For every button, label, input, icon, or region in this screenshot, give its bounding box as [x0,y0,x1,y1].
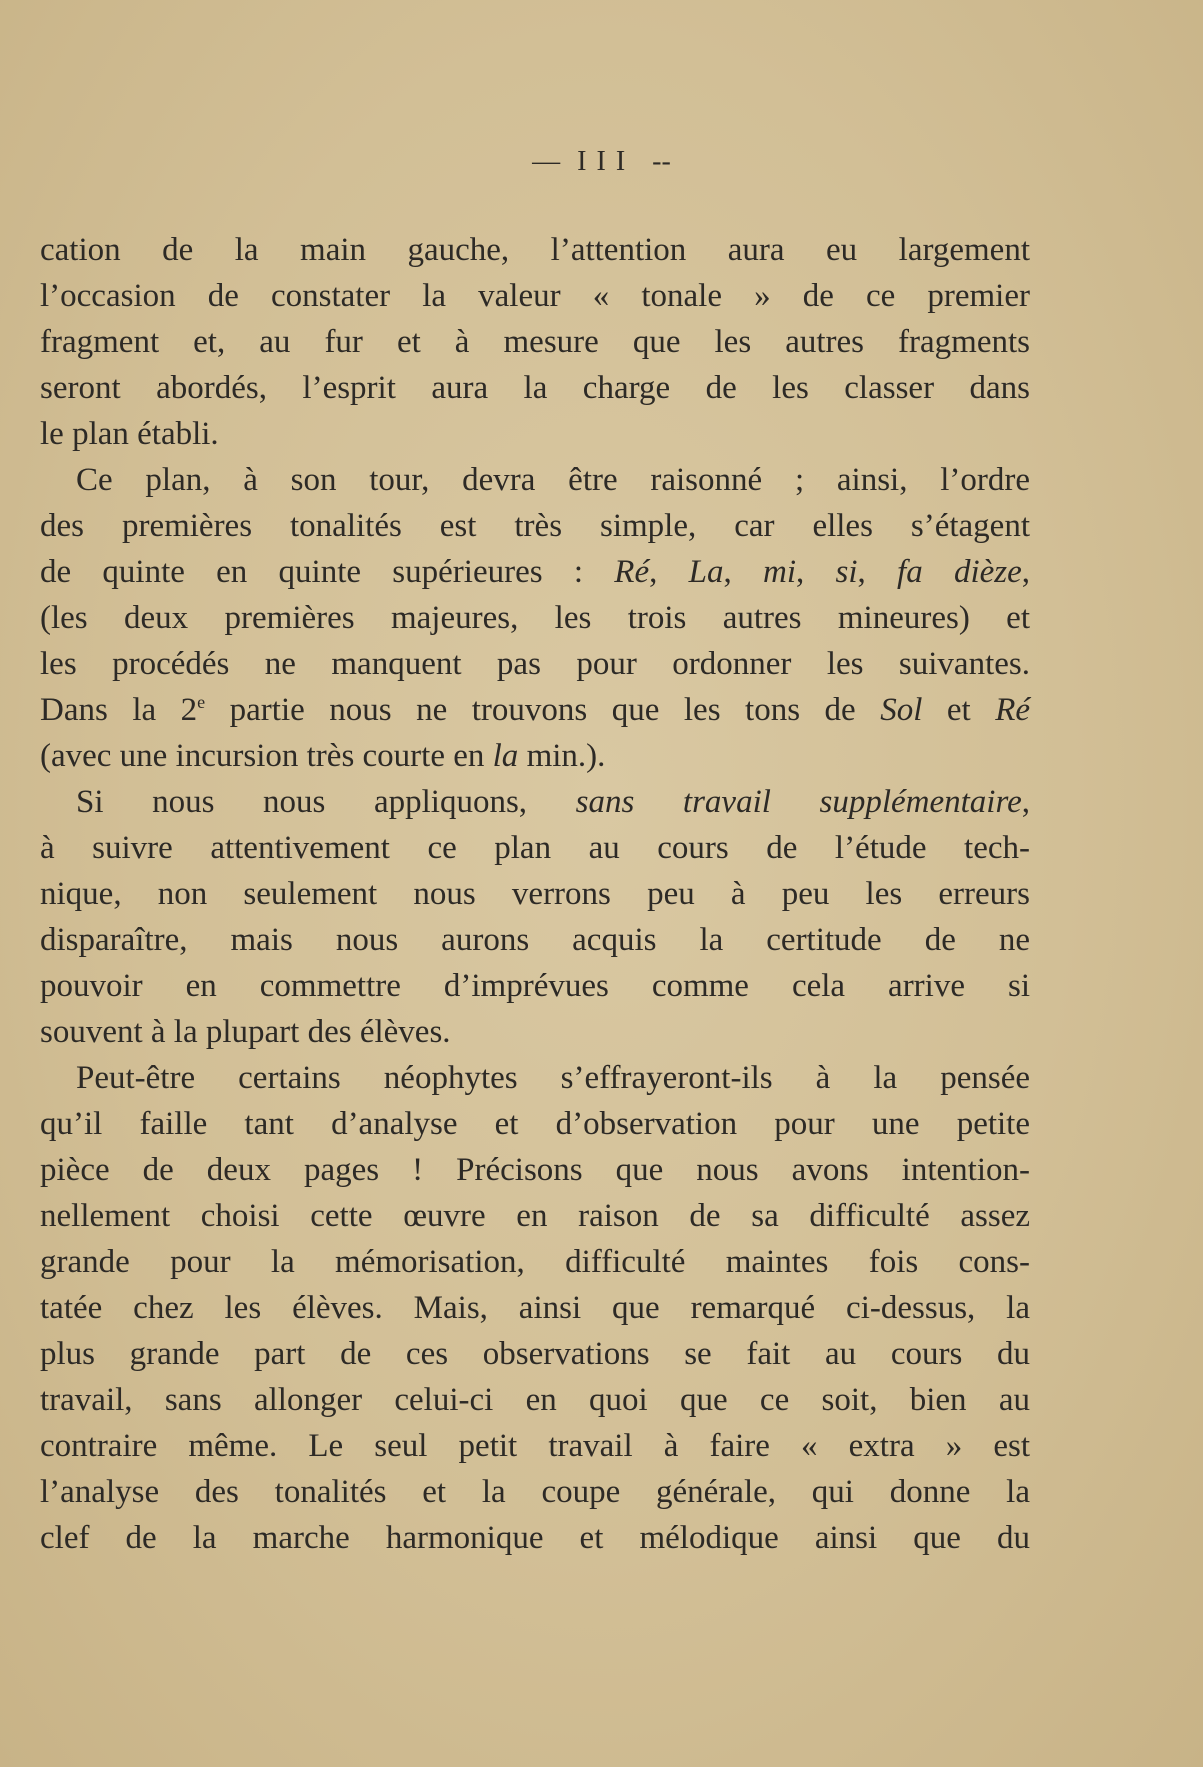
text-line [40,687,1030,733]
text-run: , [1021,554,1031,590]
text-line: nique, non seulement nous verrons peu à peu les erreurs [40,876,1030,912]
italic-key-name: Sol [880,692,923,728]
text-line: l’analyse des tonalités et la coupe générale, qui donne la [40,1474,1030,1510]
italic-key-name: La [688,554,724,590]
text-line: l’occasion de constater la valeur « tonale » de ce premier [40,278,1030,314]
text-line: clef de la marche harmonique et mélodique ainsi que du [40,1520,1030,1556]
ordinal-superscript: e [197,692,206,712]
text-line: Peut-être certains néophytes s’effrayeront-ils à la pensée [76,1060,1030,1096]
text-line: travail, sans allonger celui-ci en quoi que ce soit, bien au [40,1382,1030,1418]
text-run: partie nous ne trouvons que les tons de [205,692,881,728]
text-line: Ce plan, à son tour, devra être raisonné ; ainsi, l’ordre [76,462,1030,498]
italic-key-name: Ré [614,554,650,590]
text-line: plus grande part de ces observations se fait au cours du [40,1336,1030,1372]
page-number [0,142,1203,182]
text-line: cation de la main gauche, l’attention aura eu largement [40,232,1030,268]
page-number-value: III [577,146,636,177]
text-line: seront abordés, l’esprit aura la charge de les classer dans [40,370,1030,406]
text-line: pièce de deux pages ! Précisons que nous avons intention- [40,1152,1030,1188]
text-line: les procédés ne manquent pas pour ordonner les suivantes. [40,646,1030,682]
text-line: nellement choisi cette œuvre en raison de sa difficulté assez [40,1198,1030,1234]
italic-key-name: Ré [995,692,1030,728]
text-line: fragment et, au fur et à mesure que les autres fragments [40,324,1030,360]
text-line: tatée chez les élèves. Mais, ainsi que remarqué ci-dessus, la [40,1290,1030,1326]
page-number-dash-right: -- [652,146,671,177]
italic-key-name: fa dièze [897,554,1022,590]
text-run: (avec une incursion très courte en [40,738,493,774]
text-run: Si nous nous appliquons, [76,784,576,820]
text-line [40,549,1030,595]
text-line: pouvoir en commettre d’imprévues comme cela arrive si [40,968,1030,1004]
text-line: souvent à la plupart des élèves. [40,1014,451,1050]
italic-key-name: mi [762,554,796,590]
page-number-dash-left: — [532,146,561,177]
text-line [40,779,1030,825]
body-text [40,227,1030,1561]
text-run: , [1021,784,1030,820]
text-run: Dans la 2 [40,692,198,728]
text-run: , [723,554,763,590]
text-run: , [857,554,898,590]
italic-key-name: si [835,554,858,590]
text-line: qu’il faille tant d’analyse et d’observation pour une petite [40,1106,1030,1142]
text-line [40,733,1030,779]
text-line: des premières tonalités est très simple, car elles s’étagent [40,508,1030,544]
text-line: grande pour la mémorisation, difficulté maintes fois cons- [40,1244,1030,1280]
text-line: disparaître, mais nous aurons acquis la certitude de ne [40,922,1030,958]
text-run: de quinte en quinte supérieures : [40,554,615,590]
italic-emphasis: sans travail supplémentaire [575,784,1022,820]
text-line: à suivre attentivement ce plan au cours de l’étude tech- [40,830,1030,866]
text-line: (les deux premières majeures, les trois autres mineures) et [40,600,1030,636]
text-run: , [795,554,836,590]
text-line: contraire même. Le seul petit travail à faire « extra » est [40,1428,1030,1464]
text-run: , [649,554,689,590]
italic-key-name: la [492,738,519,774]
text-run: et [922,692,996,728]
text-run: min.). [518,738,606,774]
text-line: le plan établi. [40,416,219,452]
